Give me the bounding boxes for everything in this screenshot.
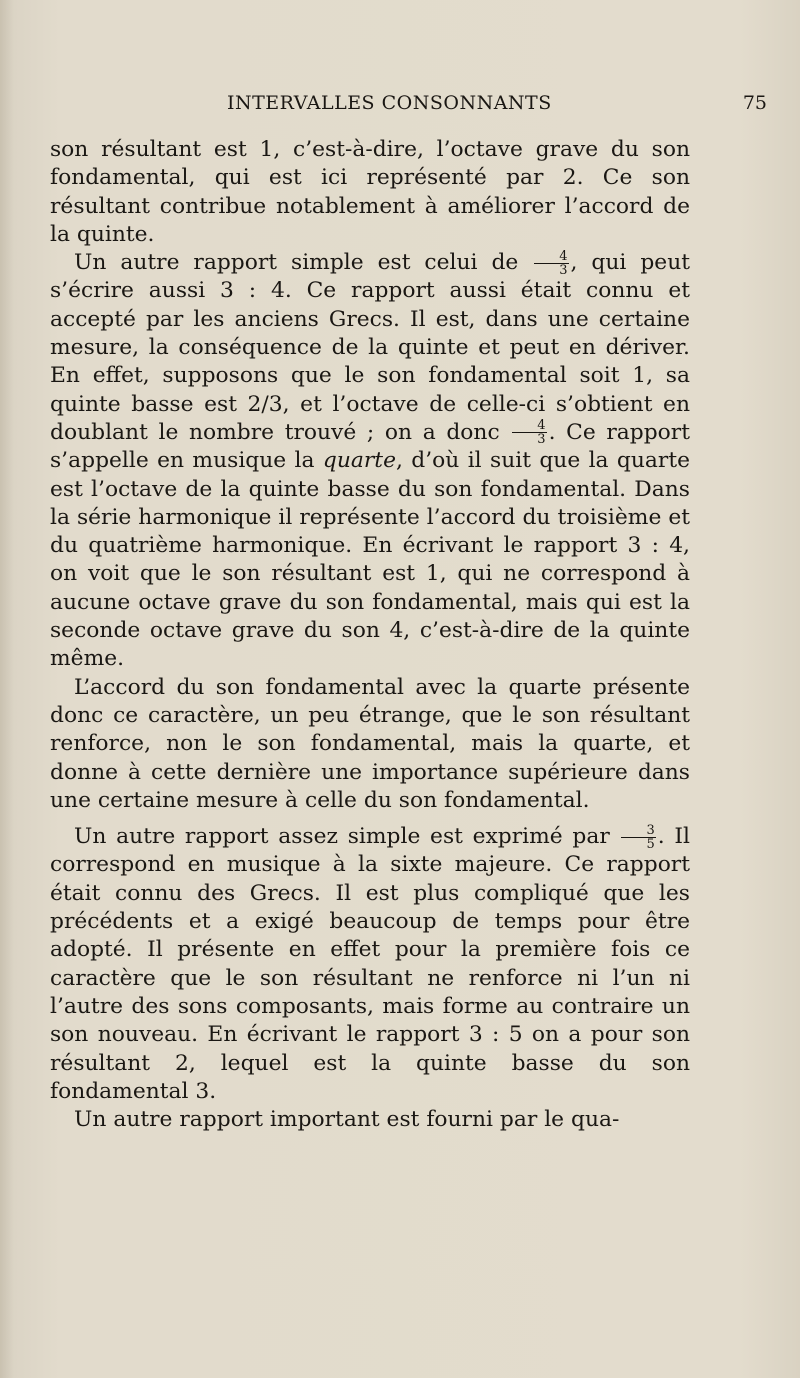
fraction-three-fifths xyxy=(621,824,655,851)
fraction-denominator: 3 xyxy=(537,432,546,448)
paragraph-spacer xyxy=(50,815,690,823)
paragraph-4 xyxy=(50,823,690,1106)
italic-term-quarte: quarte xyxy=(322,448,396,474)
paragraph-4-part-b: . Il correspond en musique à la sixte majeure. Ce rapport était connu des Grecs. Il est plus compliqué que les précédents et a exigé beaucoup de temps pour être adopté. Il présente en effet pour la première fois ce caractère que le son résultant ne renforce ni l’un ni l’autre des sons composants, mais forme au contraire un son nouveau. En écrivant le rapport 3 : 5 on a pour son résultant 2, lequel est la quinte basse du son fondamental 3. xyxy=(50,824,690,1104)
fraction-four-thirds-second xyxy=(512,419,546,446)
paragraph-5: Un autre rapport important est fourni par le qua- xyxy=(74,1107,620,1133)
body-text xyxy=(50,136,690,1134)
fraction-numerator: 4 xyxy=(512,419,546,433)
fraction-numerator: 3 xyxy=(621,824,655,838)
running-title: INTERVALLES CONSONNANTS xyxy=(227,92,552,114)
paragraph-2-part-b: , qui peut s’écrire aussi 3 : 4. Ce rapport aussi était connu et accepté par les anciens Grecs. Il est, dans une certaine mesure, la conséquence de la quinte et peut en dériver. En effet, supposons que le son fondamental soit 1, sa quinte basse est 2/3, et l’octave de celle-ci s’obtient en doublant le nombre trouvé ; on a donc xyxy=(50,250,690,445)
page-number: 75 xyxy=(742,92,767,114)
paragraph-2-part-a: Un autre rapport simple est celui de xyxy=(74,250,533,276)
fraction-denominator: 5 xyxy=(646,836,655,852)
paragraph-4-part-a: Un autre rapport assez simple est exprimé par xyxy=(74,824,620,850)
paragraph-1: son résultant est 1, c’est-à-dire, l’octave grave du son fondamental, qui est ici représenté par 2. Ce son résultant contribue notablement à améliorer l’accord de la quinte. xyxy=(50,137,690,247)
fraction-denominator: 3 xyxy=(559,262,568,278)
fraction-four-thirds xyxy=(534,250,568,277)
paragraph-3: L’accord du son fondamental avec la quarte présente donc ce caractère, un peu étrange, que le son résultant renforce, non le son fondamental, mais la quarte, et donne à cette dernière une importance supérieure dans une certaine mesure à celle du son fondamental. xyxy=(50,674,690,813)
paragraph-2-part-d: , d’où il suit que la quarte est l’octave de la quinte basse du son fondamental. Dans la série harmonique il représente l’accord du troisième et du quatrième harmonique. En écrivant le rapport 3 : 4, on voit que le son résultant est 1, qui ne correspond à aucune octave grave du son fondamental, mais qui est la seconde octave grave du son 4, c’est-à-dire de la quinte même. xyxy=(50,448,690,672)
paragraph-2-part-c: . Ce rapport s’appelle en musique la xyxy=(50,419,690,474)
paragraph-2 xyxy=(50,249,690,673)
fraction-numerator: 4 xyxy=(534,250,568,264)
page-header xyxy=(227,92,767,122)
